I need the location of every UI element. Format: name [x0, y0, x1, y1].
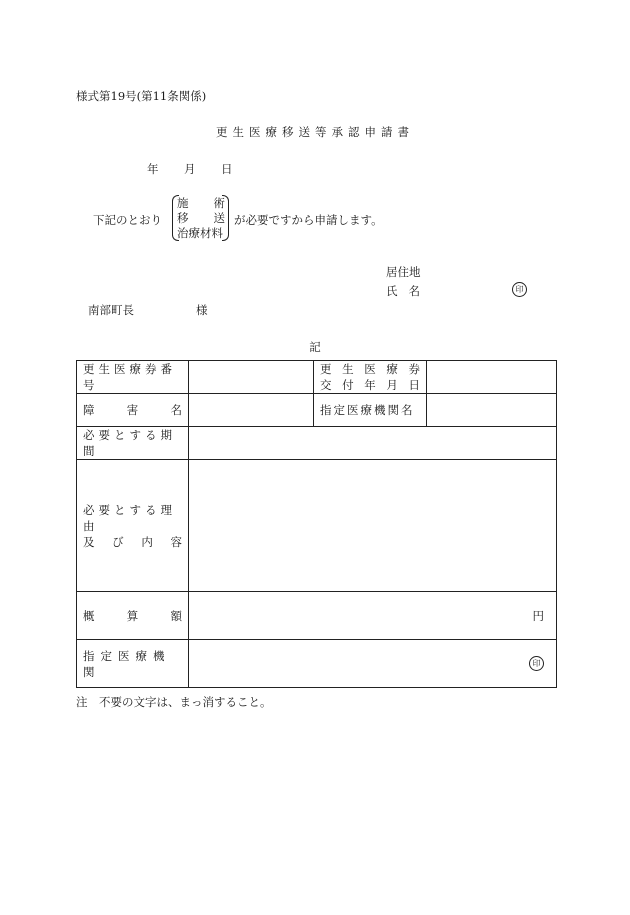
addressee-office: 南部町長: [88, 303, 134, 317]
seal-icon: 印: [512, 282, 527, 297]
ki-heading: 記: [309, 340, 321, 354]
date-day-label: 日: [221, 162, 233, 176]
request-suffix: が必要ですから申請します。: [234, 213, 383, 227]
cert-number-label: 更生医療券番号: [77, 361, 189, 394]
table-row: [77, 394, 557, 427]
yen-unit: 円: [532, 608, 544, 623]
table-row: [77, 592, 557, 640]
addressee-honorific: 様: [196, 303, 208, 317]
designated-institution-label: 指定医療機関: [77, 640, 189, 688]
reason-value[interactable]: [189, 460, 557, 592]
footnote: 注 不要の文字は、まっ消すること。: [76, 695, 272, 709]
table-row: [77, 361, 557, 394]
table-row: [77, 640, 557, 688]
cert-issue-date-label: 更 生 医 療 券 交 付 年 月 日: [314, 361, 427, 394]
table-row: [77, 427, 557, 460]
seal-icon: 印: [529, 656, 544, 671]
designated-institution-name-label: 指定医療機関名: [314, 394, 427, 427]
date-month-label: 月: [184, 162, 196, 176]
disability-value[interactable]: [189, 394, 314, 427]
request-options: [172, 195, 229, 241]
date-year-label: 年: [147, 162, 159, 176]
table-row: [77, 460, 557, 592]
address-label: 居住地: [386, 265, 421, 279]
application-table: [76, 360, 557, 688]
reason-label: 必要とする理由 及 び 内 容: [77, 460, 189, 592]
form-number: 様式第19号(第11条関係): [76, 89, 207, 103]
designated-institution-value[interactable]: [189, 640, 557, 688]
required-period-value[interactable]: [189, 427, 557, 460]
form-title: 更生医療移送等承認申請書: [216, 125, 414, 139]
option-surgery: 施 術: [177, 196, 225, 210]
designated-institution-name-value[interactable]: [427, 394, 557, 427]
option-materials: 治療材料: [177, 226, 223, 240]
right-bracket: [222, 195, 229, 241]
disability-label: 障 害 名: [77, 394, 189, 427]
cert-issue-date-value[interactable]: [427, 361, 557, 394]
option-transport: 移 送: [177, 211, 225, 225]
estimate-label: 概 算 額: [77, 592, 189, 640]
estimate-value[interactable]: [189, 592, 557, 640]
request-prefix: 下記のとおり: [93, 213, 162, 227]
cert-number-value[interactable]: [189, 361, 314, 394]
name-label: 氏 名: [386, 284, 420, 298]
required-period-label: 必要とする期間: [77, 427, 189, 460]
